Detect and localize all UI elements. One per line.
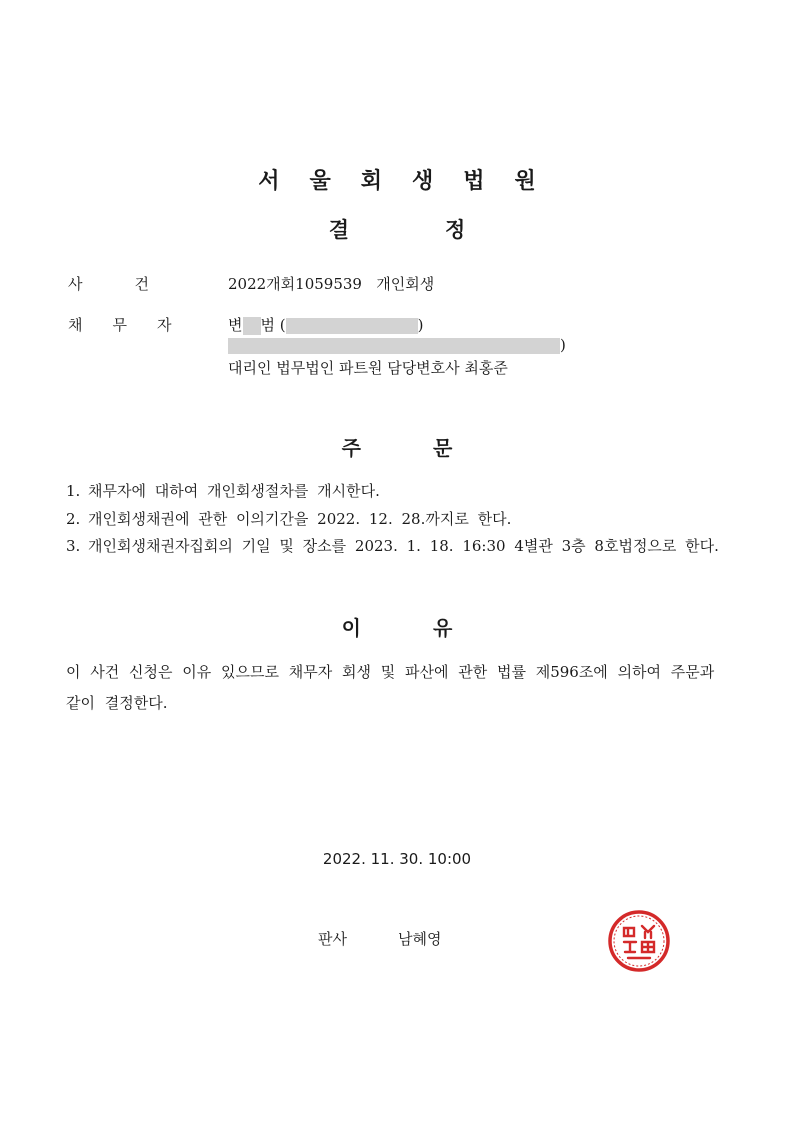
reason-heading: 이유 (341, 616, 525, 640)
judge-seal (606, 908, 672, 974)
order-item-text: 채무자에 대하여 개인회생절차를 개시한다. (88, 482, 380, 500)
debtor-name-first: 변 (228, 316, 243, 334)
redacted-address (228, 338, 560, 354)
address-close-paren: ) (560, 336, 566, 354)
redacted-name-middle (243, 317, 261, 335)
order-list (66, 478, 738, 561)
order-item-number: 3. (66, 537, 81, 555)
redacted-id (286, 318, 418, 334)
debtor-label: 채무자 (68, 316, 202, 334)
debtor-name-line (228, 314, 424, 335)
case-label: 사건 (68, 275, 201, 293)
debtor-address-line (228, 336, 566, 354)
order-heading: 주문 (341, 436, 525, 460)
close-paren: ) (417, 316, 424, 334)
case-value (228, 273, 434, 294)
judge-role: 판사 (318, 930, 347, 948)
order-item-text: 개인회생채권에 관한 이의기간을 2022. 12. 28.까지로 한다. (88, 509, 512, 528)
order-item (66, 478, 738, 506)
order-item-number: 2. (66, 509, 81, 528)
order-item (66, 533, 738, 561)
decision-date: 2022. 11. 30. 10:00 (322, 850, 472, 868)
court-name: 서울회생법원 (258, 169, 566, 194)
case-number: 2022개회1059539 (228, 275, 362, 293)
judge-name: 남혜영 (398, 930, 442, 948)
case-type: 개인회생 (376, 275, 435, 293)
order-item-number: 1. (66, 482, 81, 500)
order-item (66, 506, 738, 534)
order-item-text: 개인회생채권자집회의 기일 및 장소를 2023. 1. 18. 16:30 4별관 3층 8호법정으로 한다. (88, 537, 719, 555)
debtor-name-last: 범 (260, 316, 275, 334)
document-title: 결정 (328, 218, 562, 242)
open-paren: ( (279, 316, 286, 334)
reason-text: 이 사건 신청은 이유 있으므로 채무자 회생 및 파산에 관한 법률 제596조에 의하여 주문과 같이 결정한다. (66, 663, 715, 712)
debtor-agent: 대리인 법무법인 파트원 담당변호사 최홍준 (228, 359, 508, 377)
